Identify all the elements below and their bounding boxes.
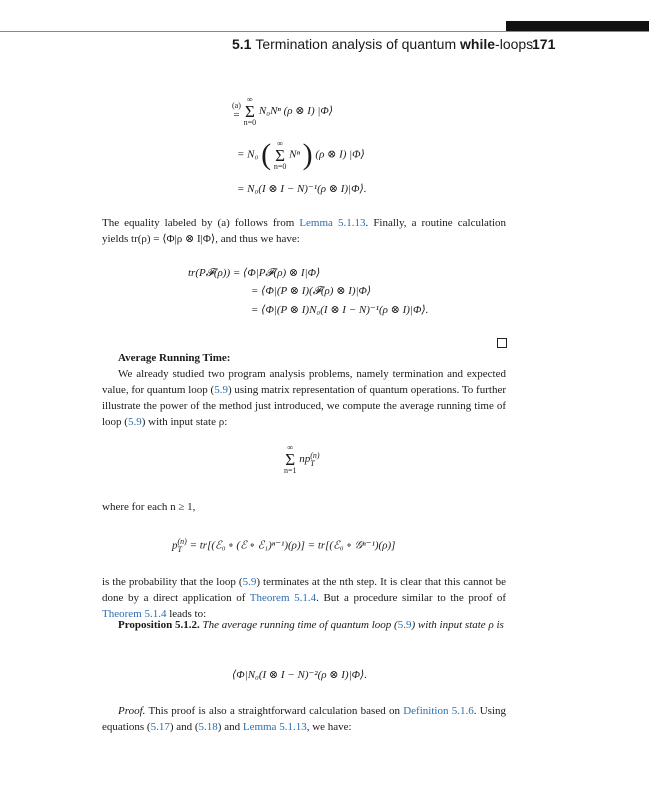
para-1-text-a: The equality labeled by (a) follows from: [102, 217, 300, 229]
equation-4: [172, 538, 395, 554]
theorem-link-2[interactable]: Theorem 5.1.4: [102, 608, 167, 620]
sum-operator: ∞ Σ n=0: [243, 95, 257, 127]
p3-text-a: is the probability that the loop (: [102, 576, 243, 588]
eq3-term-sub: T: [310, 458, 315, 468]
proof-text-d: ) and: [217, 721, 243, 733]
sum-lower: n=0: [243, 118, 257, 127]
paragraph-2: [102, 366, 506, 430]
section-title-post: -loops: [495, 36, 534, 52]
qed-box-icon: [497, 338, 507, 348]
header-rule: [0, 31, 649, 32]
eq4-mid: = tr[(ℰ₀ ∘ (ℰ ∘ ℰ₁)ⁿ⁻¹)(ρ)]: [189, 539, 305, 552]
theorem-link[interactable]: Theorem 5.1.4: [249, 592, 317, 604]
equation-1-line-3: [237, 182, 367, 195]
avg-text-a: We already studied two program analysis problems, namely termination and expected value, for quantum loop (: [102, 368, 506, 396]
proof-label: Proof.: [118, 705, 146, 717]
proof-text-e: , we have:: [306, 721, 352, 733]
eq2-line-2: = ⟨Φ|(P ⊗ I)(𝓕(ρ) ⊗ I)|Φ⟩: [251, 285, 372, 297]
equation-1-line-2: = N₀ ( ∞ Σ n=0 Nⁿ ) (ρ ⊗ I) |Φ⟩: [237, 138, 365, 171]
where-line: where for each n ≥ 1,: [102, 501, 196, 513]
p3-text-b: ) terminates at the nth step. It is clear that this cannot be done by a direct application of: [102, 576, 506, 604]
sum-operator-2: ∞ Σ n=0: [273, 138, 287, 171]
proposition-body-a: The average running time of quantum loop (: [199, 619, 398, 631]
section-number: 5.1: [232, 36, 252, 52]
eq2-line-3: = ⟨Φ|(P ⊗ I)N₀(I ⊗ I − N)⁻¹(ρ ⊗ I)|Φ⟩.: [251, 304, 429, 316]
avg-text-b: ) using matrix representation of quantum operations. To further illustrate the power of the method just introduced, we compute the average running time of loop (: [102, 384, 506, 428]
eq-ref-link-3[interactable]: 5.9: [242, 576, 257, 588]
eq-ref-link[interactable]: 5.9: [214, 384, 228, 396]
eq-ref-link-4[interactable]: 5.9: [397, 619, 412, 631]
proof-text-a: This proof is also a straightforward calculation based on: [145, 705, 404, 717]
sum-operator-3: ∞ Σ n=1: [284, 443, 297, 475]
section-title-bold: while: [460, 36, 496, 52]
line-2-rhs: (ρ ⊗ I) |Φ⟩: [315, 148, 365, 161]
running-header: [232, 36, 533, 52]
page-number: 171: [532, 36, 556, 52]
proof-paragraph: [102, 703, 506, 735]
avg-text-c: ) with input state ρ:: [141, 416, 228, 428]
proof-text-c: ) and (: [169, 721, 199, 733]
sum-lower-3: n=1: [284, 466, 297, 475]
section-title-pre: Termination analysis of quantum: [255, 36, 461, 52]
line-2-lhs: = N₀: [237, 148, 259, 161]
eq4-lhs-sup: (n): [177, 537, 187, 546]
proposition: [102, 617, 506, 633]
header-bar: [506, 21, 649, 31]
sum-upper-3: ∞: [287, 443, 294, 452]
eq4-lhs-sub: T: [177, 545, 182, 554]
equation-2-line-3: [251, 303, 428, 316]
equation-1-line-1: [232, 96, 333, 127]
proposition-body-b: ) with input state ρ is: [411, 619, 504, 631]
equation-5: [232, 668, 367, 681]
sum-upper-2: ∞: [277, 138, 283, 148]
lemma-link-2[interactable]: Lemma 5.1.13: [242, 721, 307, 733]
line-2-inner: Nⁿ: [289, 148, 300, 161]
definition-link[interactable]: Definition 5.1.6: [403, 705, 474, 717]
paragraph-3: [102, 574, 506, 622]
eq-ref-link-5[interactable]: 5.17: [150, 721, 170, 733]
eq4-lhs: p: [172, 539, 178, 552]
line-3: = N₀(I ⊗ I − N)⁻¹(ρ ⊗ I)|Φ⟩.: [237, 183, 367, 195]
equals-sign: =: [233, 109, 240, 121]
equation-2-line-2: [251, 284, 371, 298]
p3-text-c: . But a procedure similar to the proof of: [316, 592, 507, 604]
para-1-text-b: . Finally, a routine calculation yields tr(ρ) = ⟨Φ|ρ ⊗ I|Φ⟩, and thus we have:: [102, 217, 506, 245]
eq2-line-1: tr(P𝓕(ρ)) = ⟨Φ|P𝓕(ρ) ⊗ I|Φ⟩: [188, 267, 321, 279]
eq-ref-link-2[interactable]: 5.9: [127, 416, 142, 428]
section-heading: Average Running Time:: [118, 352, 231, 364]
lemma-link[interactable]: Lemma 5.1.13: [299, 217, 366, 229]
sum-lower-2: n=0: [273, 161, 287, 171]
equation-1-term: N₀Nⁿ (ρ ⊗ I) |Φ⟩: [258, 105, 334, 118]
paragraph-1: [102, 215, 506, 247]
equation-2-line-1: [188, 266, 320, 280]
equation-3: [284, 444, 320, 475]
eq5-text: ⟨Φ|N₀(I ⊗ I − N)⁻²(ρ ⊗ I)|Φ⟩.: [232, 669, 368, 681]
proposition-title: Proposition 5.1.2.: [118, 619, 200, 631]
sum-upper: ∞: [247, 95, 253, 104]
eq-ref-link-6[interactable]: 5.18: [198, 721, 218, 733]
p3-text-d: leads to:: [166, 608, 207, 620]
eq3-term-sup: (n): [310, 450, 320, 460]
label-a: (a): [232, 101, 241, 110]
eq3-term: np: [299, 453, 311, 466]
eq4-rhs: = tr[(ℰ₀ ∘ 𝒢ⁿ⁻¹)(ρ)]: [307, 539, 396, 552]
proof-text-b: . Using equations (: [102, 705, 507, 733]
